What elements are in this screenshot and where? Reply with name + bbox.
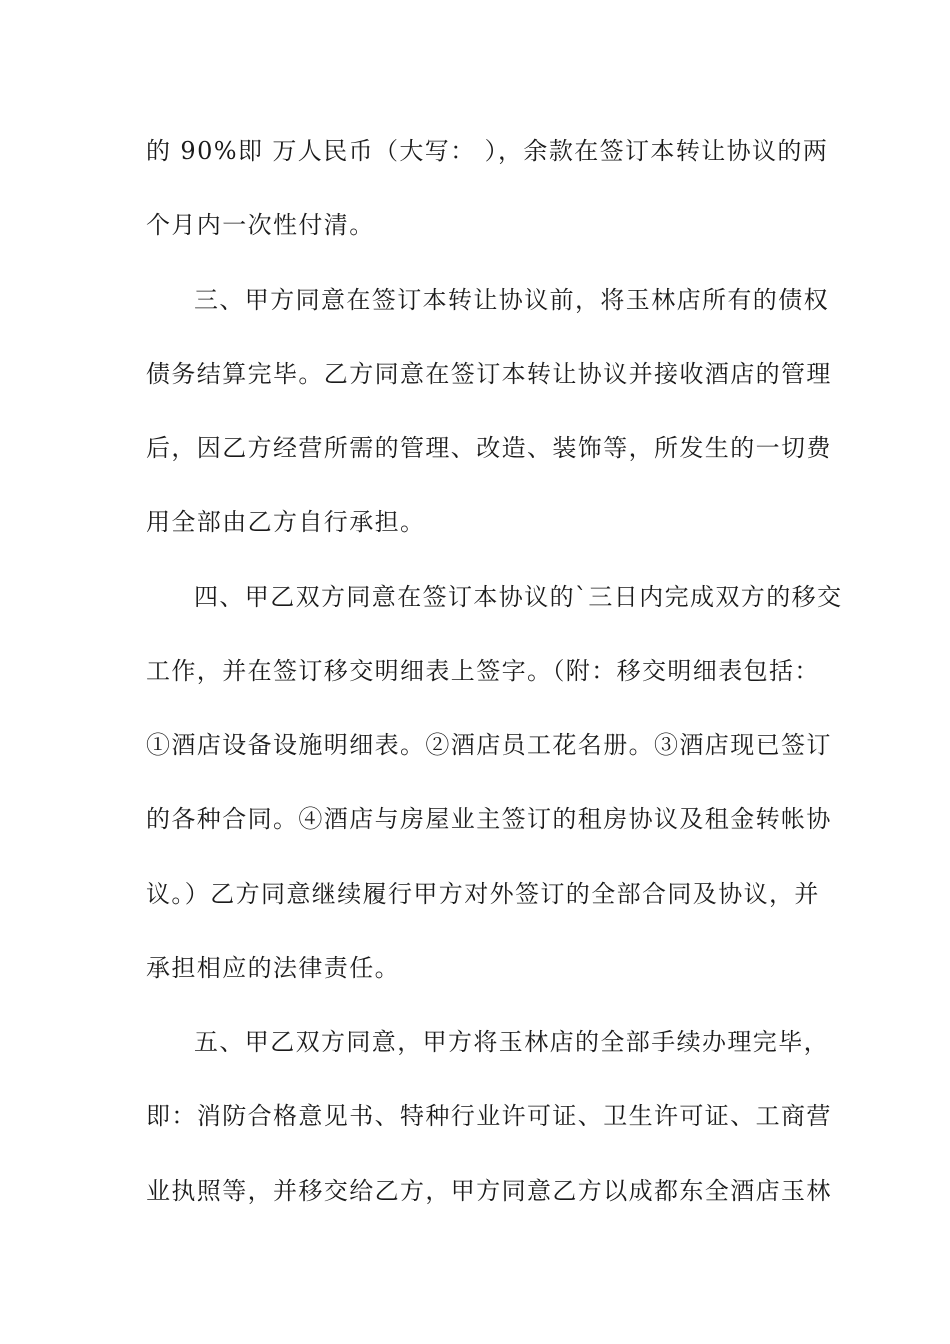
text-line: 个月内一次性付清。 <box>146 211 375 239</box>
text-line: 的各种合同。④酒店与房屋业主签订的租房协议及租金转帐协 <box>146 805 832 833</box>
paragraph-first-line: 五、甲乙双方同意，甲方将玉林店的全部手续办理完毕， <box>194 1028 829 1056</box>
paragraph-first-line: 四、甲乙双方同意在签订本协议的`三日内完成双方的移交 <box>194 583 843 611</box>
text-line: 议。）乙方同意继续履行甲方对外签订的全部合同及协议，并 <box>146 880 820 908</box>
text-line: 业执照等，并移交给乙方，甲方同意乙方以成都东全酒店玉林 <box>146 1177 832 1205</box>
text-line: ①酒店设备设施明细表。②酒店员工花名册。③酒店现已签订 <box>146 731 832 759</box>
text-line: 后，因乙方经营所需的管理、改造、装饰等，所发生的一切费 <box>146 434 832 462</box>
paragraph-first-line: 三、甲方同意在签订本转让协议前，将玉林店所有的债权 <box>194 286 829 314</box>
text-line: 承担相应的法律责任。 <box>146 954 400 982</box>
text-line: 的 90%即 万人民币（大写： ），余款在签订本转让协议的两 <box>146 137 829 165</box>
text-line: 债务结算完毕。乙方同意在签订本转让协议并接收酒店的管理 <box>146 360 832 388</box>
text-line: 即：消防合格意见书、特种行业许可证、卫生许可证、工商营 <box>146 1102 832 1130</box>
text-line: 工作，并在签订移交明细表上签字。（附：移交明细表包括： <box>146 657 820 685</box>
text-line: 用全部由乙方自行承担。 <box>146 508 426 536</box>
